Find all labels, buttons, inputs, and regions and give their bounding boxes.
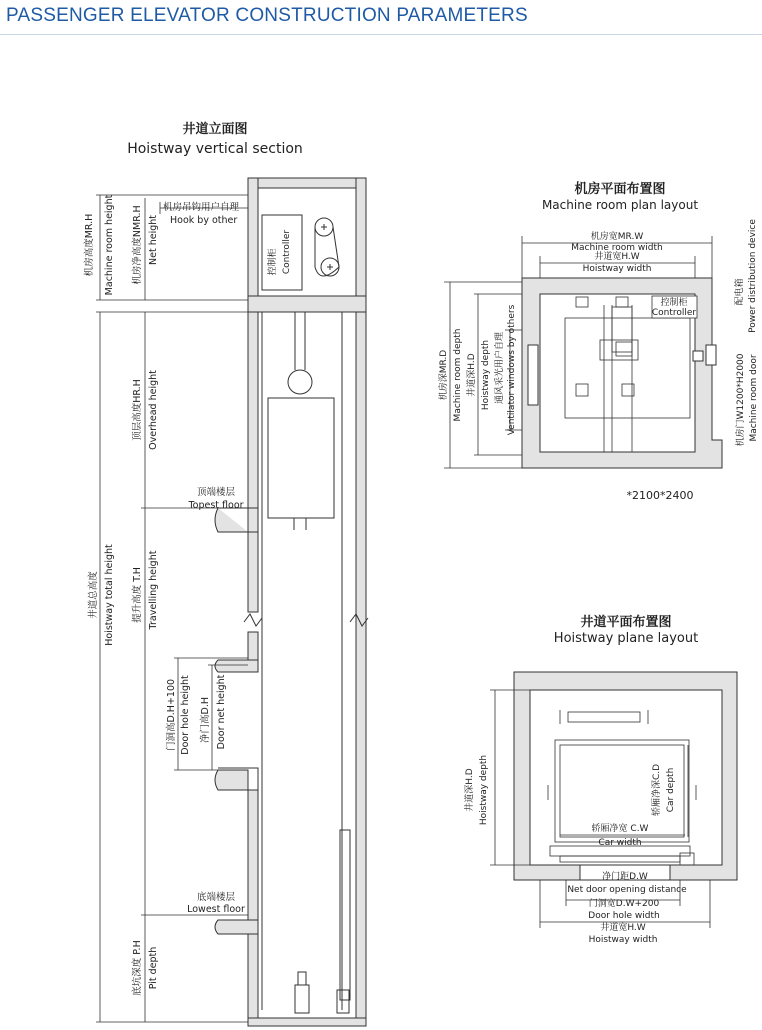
total-height-en: Hoistway total height: [104, 544, 115, 646]
car-width-zh: 轿厢净宽 C.W: [591, 824, 649, 834]
door-net-height-zh: 净门高D.H: [200, 697, 211, 743]
lowest-floor-zh: 底端楼层: [196, 892, 236, 903]
door-hole-height-zh: 门洞高D.H+100: [166, 678, 177, 752]
vent-en: Ventilator windows by others: [507, 304, 517, 436]
vs-controller-en: Controller: [282, 229, 292, 275]
car-buffer: [295, 985, 309, 1013]
pit-depth-zh: 底坑深度 P.H: [132, 940, 143, 996]
machine-room-title-en: Machine room plan layout: [541, 198, 699, 212]
travel-height-zh: 提升高度 T.H: [132, 567, 143, 623]
vs-controller-zh: 控制柜: [268, 248, 278, 276]
machine-room-title-zh: 机房平面布置图: [574, 182, 666, 197]
mr-controller-zh: 控制柜: [660, 298, 688, 308]
mr-door-en: Machine room door: [749, 354, 759, 442]
door-hole-width-en: Door hole width: [588, 911, 660, 921]
mr-hw-width-zh: 井道宽H.W: [594, 252, 640, 262]
hoistway-plane-layout: [463, 614, 737, 945]
mr-door-zh: 机房门W1200*H2000: [736, 353, 746, 447]
door-open-en: Net door opening distance: [567, 885, 687, 895]
door-hole-width-zh: 门洞宽D.W+200: [588, 899, 660, 909]
door-net-height-en: Door net height: [216, 674, 227, 750]
mr-height-zh: 机房高度MR.H: [84, 213, 95, 277]
door-hole-height-en: Door hole height: [180, 675, 191, 755]
car-pulley-icon: [288, 370, 312, 394]
hook-en: Hook by other: [170, 215, 238, 226]
power-en: Power distribution device: [748, 219, 758, 333]
plane-title-en: Hoistway plane layout: [553, 631, 699, 646]
car-depth-zh: 轿厢净深C.D: [652, 763, 662, 817]
lowest-floor-en: Lowest floor: [187, 904, 245, 915]
topest-floor-zh: 顶端楼层: [196, 487, 236, 498]
plane-walls: [514, 672, 737, 880]
vertical-section-title-en: Hoistway vertical section: [127, 141, 303, 157]
mr-height-en: Machine room height: [104, 194, 115, 296]
mr-hw-depth-en: Hoistway depth: [481, 339, 491, 411]
plane-hw-depth-en: Hoistway depth: [479, 754, 489, 826]
mr-hw-width-en: Hoistway width: [582, 264, 652, 274]
car-depth-en: Car depth: [666, 767, 676, 813]
total-height-zh: 井道总高度: [88, 571, 99, 619]
mr-depth-zh: 机房深MR.D: [439, 349, 449, 401]
machine-room-plan: [437, 181, 759, 502]
elevator-car: [268, 398, 334, 518]
mr-depth-en: Machine room depth: [453, 328, 463, 422]
hook-zh: 机房吊钩用户自理: [163, 202, 240, 213]
net-height-zh: 机房净高度NMR.H: [132, 205, 143, 285]
car-width-en: Car width: [598, 838, 642, 848]
power-zh: 配电箱: [735, 278, 745, 306]
mr-controller-en: Controller: [651, 308, 697, 318]
overhead-zh: 顶层高度HR.H: [132, 379, 143, 441]
page-title: PASSENGER ELEVATOR CONSTRUCTION PARAMETERS: [6, 5, 528, 26]
mr-width-zh: 机房宽MR.W: [590, 232, 644, 242]
size-note: *2100*2400: [626, 489, 694, 502]
hoistway-walls: [215, 178, 366, 1026]
mr-hw-depth-zh: 井道深H.D: [467, 353, 477, 397]
plane-hw-depth-zh: 井道深H.D: [465, 768, 475, 812]
ventilator-window: [528, 345, 538, 405]
cw-buffer: [337, 990, 349, 1013]
net-height-en: Net height: [148, 215, 159, 265]
power-box: [706, 345, 716, 365]
mr-width-en: Machine room width: [571, 243, 663, 253]
pit-depth-en: Pit depth: [148, 946, 159, 990]
plane-hw-width-zh: 井道宽H.W: [600, 923, 646, 933]
vent-zh: 通风采光用户自理: [495, 331, 505, 405]
topest-floor-en: Topest floor: [188, 500, 244, 511]
travel-height-en: Travelling height: [148, 550, 159, 630]
door-open-zh: 净门距D.W: [602, 872, 648, 882]
vertical-section: [83, 121, 368, 1026]
plane-title-zh: 井道平面布置图: [580, 615, 672, 630]
plane-hw-width-en: Hoistway width: [588, 935, 658, 945]
overhead-en: Overhead height: [148, 370, 159, 450]
vertical-section-title-zh: 井道立面图: [182, 122, 248, 137]
